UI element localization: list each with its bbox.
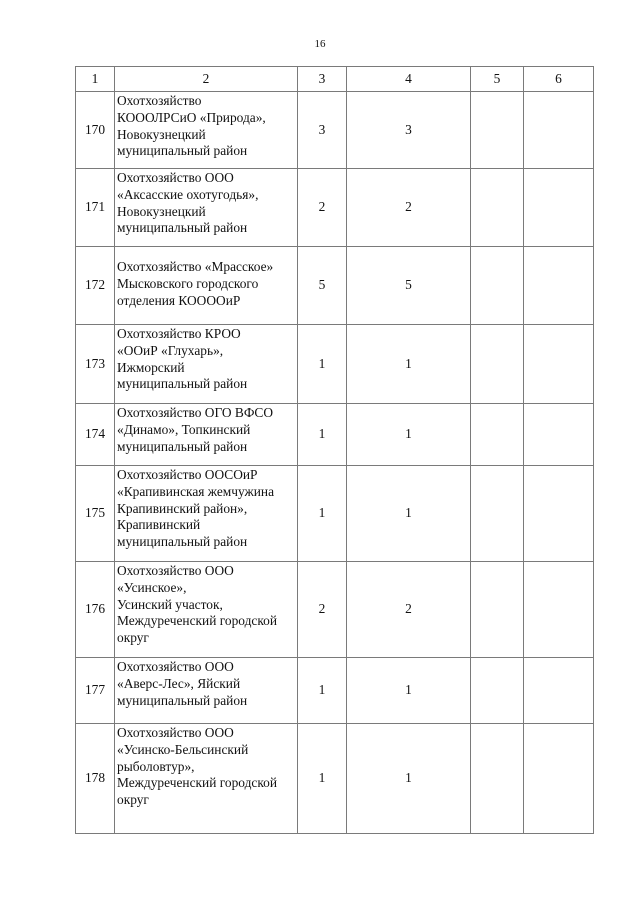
hunting-farm-name: Охотхозяйство ООО «Усинское», Усинский участок, Междуреченский городской округ — [115, 562, 298, 658]
column-6-value — [524, 404, 594, 466]
table-row — [76, 466, 594, 562]
column-5-value — [471, 325, 524, 404]
table-row — [76, 247, 594, 325]
hunting-farm-name: Охотхозяйство ОГО ВФСО «Динамо», Топкинский муниципальный район — [115, 404, 298, 466]
column-5-value — [471, 658, 524, 724]
hunting-farm-name: Охотхозяйство ООО «Аксасские охотугодья», Новокузнецкий муниципальный район — [115, 169, 298, 247]
table-row — [76, 325, 594, 404]
table-header-row — [76, 67, 594, 92]
column-6-value — [524, 562, 594, 658]
row-number: 177 — [76, 658, 115, 724]
column-header: 6 — [524, 67, 594, 92]
column-3-value: 5 — [298, 247, 347, 325]
column-4-value: 1 — [347, 658, 471, 724]
column-4-value: 1 — [347, 724, 471, 834]
column-3-value: 2 — [298, 169, 347, 247]
column-4-value: 1 — [347, 466, 471, 562]
column-5-value — [471, 404, 524, 466]
data-table — [75, 66, 594, 834]
column-5-value — [471, 247, 524, 325]
column-5-value — [471, 92, 524, 169]
column-5-value — [471, 169, 524, 247]
row-number: 172 — [76, 247, 115, 325]
table-row — [76, 169, 594, 247]
row-number: 178 — [76, 724, 115, 834]
hunting-farm-name: Охотхозяйство ООСОиР «Крапивинская жемчужина Крапивинский район», Крапивинский муниципальный район — [115, 466, 298, 562]
hunting-farm-name: Охотхозяйство КОООЛРСиО «Природа», Новокузнецкий муниципальный район — [115, 92, 298, 169]
column-header: 5 — [471, 67, 524, 92]
column-6-value — [524, 247, 594, 325]
table-row — [76, 92, 594, 169]
table-row — [76, 562, 594, 658]
column-3-value: 1 — [298, 466, 347, 562]
page-number: 16 — [314, 38, 326, 50]
column-4-value: 3 — [347, 92, 471, 169]
column-4-value: 2 — [347, 562, 471, 658]
hunting-farm-name: Охотхозяйство КРОО «ООиР «Глухарь», Ижморский муниципальный район — [115, 325, 298, 404]
row-number: 174 — [76, 404, 115, 466]
column-6-value — [524, 724, 594, 834]
hunting-farm-name: Охотхозяйство ООО «Аверс-Лес», Яйский муниципальный район — [115, 658, 298, 724]
hunting-farm-name: Охотхозяйство «Мрасское» Мысковского городского отделения КООООиР — [115, 247, 298, 325]
column-4-value: 2 — [347, 169, 471, 247]
column-4-value: 1 — [347, 404, 471, 466]
row-number: 171 — [76, 169, 115, 247]
column-6-value — [524, 466, 594, 562]
column-header: 2 — [115, 67, 298, 92]
column-6-value — [524, 92, 594, 169]
column-6-value — [524, 658, 594, 724]
row-number: 175 — [76, 466, 115, 562]
column-header: 4 — [347, 67, 471, 92]
row-number: 170 — [76, 92, 115, 169]
column-3-value: 1 — [298, 325, 347, 404]
row-number: 176 — [76, 562, 115, 658]
column-3-value: 3 — [298, 92, 347, 169]
column-3-value: 1 — [298, 404, 347, 466]
column-5-value — [471, 724, 524, 834]
column-header: 3 — [298, 67, 347, 92]
column-5-value — [471, 562, 524, 658]
column-6-value — [524, 169, 594, 247]
column-4-value: 5 — [347, 247, 471, 325]
table-row — [76, 404, 594, 466]
row-number: 173 — [76, 325, 115, 404]
column-4-value: 1 — [347, 325, 471, 404]
column-6-value — [524, 325, 594, 404]
table-row — [76, 724, 594, 834]
column-3-value: 2 — [298, 562, 347, 658]
column-3-value: 1 — [298, 724, 347, 834]
column-5-value — [471, 466, 524, 562]
hunting-farm-name: Охотхозяйство ООО «Усинско-Бельсинский рыболовтур», Междуреченский городской округ — [115, 724, 298, 834]
column-header: 1 — [76, 67, 115, 92]
column-3-value: 1 — [298, 658, 347, 724]
table-row — [76, 658, 594, 724]
